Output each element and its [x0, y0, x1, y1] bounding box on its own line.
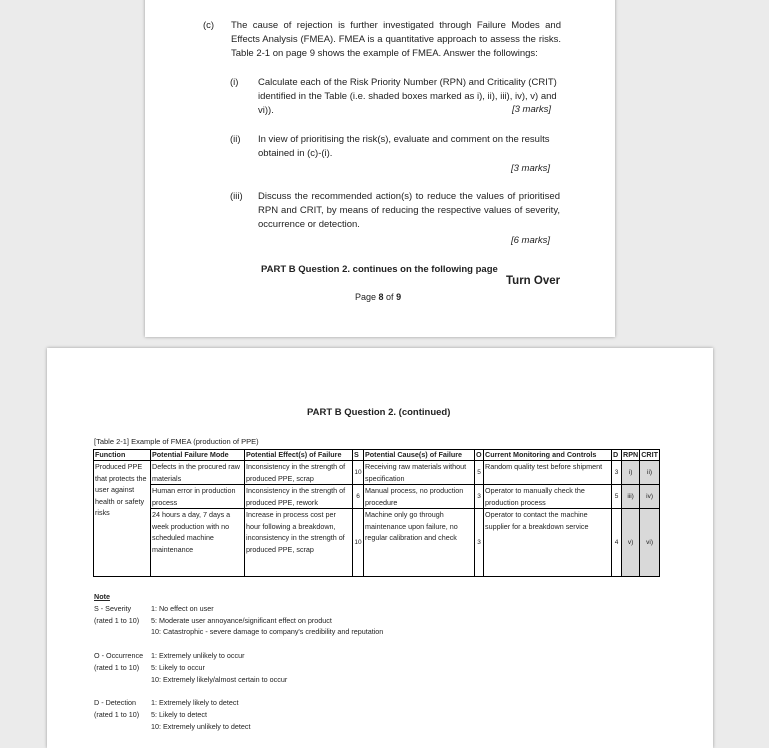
severity-line: 1: No effect on user — [151, 603, 214, 613]
severity-line: 10: Catastrophic - severe damage to company's credibility and reputation — [151, 627, 384, 637]
note-spacer — [94, 626, 151, 638]
effect-cell: Inconsistency in the strength of produced PPE, scrap — [245, 461, 353, 485]
sub-i-label: (i) — [230, 77, 239, 88]
table-caption: [Table 2-1] Example of FMEA (production of PPE) — [94, 437, 259, 446]
detection-note — [94, 697, 383, 709]
occurrence-cell: 3 — [475, 485, 484, 509]
occurrence-key: O - Occurrence — [94, 650, 144, 660]
page-number-total: 9 — [396, 292, 402, 302]
header-controls: Current Monitoring and Controls — [484, 450, 612, 461]
severity-cell: 10 — [353, 461, 364, 485]
cause-cell: Machine only go through maintenance upon failure, no regular calibration and check — [364, 509, 475, 577]
header-rpn: RPN — [623, 450, 639, 459]
detection-cell: 4 — [612, 509, 622, 577]
detection-key: D - Detection — [94, 698, 136, 708]
page-title: PART B Question 2. (continued) — [307, 407, 451, 418]
severity-note-row — [94, 626, 383, 638]
control-cell: Operator to manually check the production process — [484, 485, 612, 509]
crit-cell: ii) — [640, 461, 660, 485]
cause-cell: Receiving raw materials without specification — [364, 461, 475, 485]
rating-notes — [94, 591, 383, 733]
fmea-table — [93, 449, 660, 577]
failure-mode-cell: 24 hours a day, 7 days a week production with no scheduled machine maintenance — [151, 509, 245, 577]
table-row — [94, 509, 660, 577]
exam-page-8 — [145, 0, 615, 337]
severity-note-row — [94, 615, 383, 627]
rpn-cell: i) — [622, 461, 640, 485]
occurrence-cell: 3 — [475, 509, 484, 577]
effect-cell: Inconsistency in the strength of produced PPE, rework — [245, 485, 353, 509]
note-spacer — [94, 721, 151, 733]
sub-i-marks: [3 marks] — [512, 104, 552, 115]
severity-key: S - Severity — [94, 603, 132, 613]
severity-cell: 6 — [353, 485, 364, 509]
sub-iii-text: Discuss the recommended action(s) to reduce the values of prioritised RPN and CRIT, by means of reducing the respective values of severity, occurrence or detection. — [258, 191, 560, 230]
sub-ii-text: In view of prioritising the risk(s), evaluate and comment on the results obtained in (c)-(i). — [258, 134, 550, 159]
effect-cell: Increase in process cost per hour following a breakdown, inconsistency in the strength of produced PPE, scrap — [245, 509, 353, 577]
crit-cell: iv) — [640, 485, 660, 509]
header-crit: CRIT — [641, 450, 658, 459]
control-cell: Operator to contact the machine supplier for a breakdown service — [484, 509, 612, 577]
detection-line: 10: Extremely unlikely to detect — [151, 721, 251, 731]
header-failure-mode: Potential Failure Mode — [151, 450, 245, 461]
sub-i-text: Calculate each of the Risk Priority Number (RPN) and Criticality (CRIT) identified in the Table (i.e. shaded boxes marked as i), ii), iii), iv), v) and vi)). — [258, 77, 557, 116]
occurrence-note-row — [94, 674, 383, 686]
header-s: S — [353, 450, 364, 461]
sub-iii-label: (iii) — [230, 191, 243, 202]
occurrence-line: 5: Likely to occur — [151, 662, 205, 672]
header-causes: Potential Cause(s) of Failure — [364, 450, 475, 461]
detection-range: (rated 1 to 10) — [94, 709, 140, 719]
cause-cell: Manual process, no production procedure — [364, 485, 475, 509]
note-title: Note — [94, 592, 110, 601]
page-number — [355, 292, 401, 302]
sub-ii-marks: [3 marks] — [511, 163, 551, 174]
detection-line: 1: Extremely likely to detect — [151, 698, 239, 708]
failure-mode-cell: Defects in the procured raw materials — [151, 461, 245, 485]
header-effects: Potential Effect(s) of Failure — [245, 450, 353, 461]
header-o: O — [476, 450, 482, 459]
rpn-cell: v) — [622, 509, 640, 577]
page-number-current: 8 — [378, 292, 384, 302]
part-c-label: (c) — [203, 20, 215, 31]
turn-over-label: Turn Over — [506, 275, 561, 287]
occurrence-note-row — [94, 662, 383, 674]
occurrence-line: 10: Extremely likely/almost certain to occur — [151, 674, 288, 684]
occurrence-line: 1: Extremely unlikely to occur — [151, 650, 245, 660]
control-cell: Random quality test before shipment — [484, 461, 612, 485]
table-row — [94, 485, 660, 509]
detection-cell: 3 — [612, 461, 622, 485]
table-header-row — [94, 450, 660, 461]
severity-line: 5: Moderate user annoyance/significant effect on product — [151, 615, 332, 625]
continues-note: PART B Question 2. continues on the following page — [261, 264, 498, 275]
detection-note-row — [94, 721, 383, 733]
part-c-text: The cause of rejection is further investigated through Failure Modes and Effects Analysis (FMEA). FMEA is a quantitative approach to assess the risks. Table 2-1 on page 9 shows the example of FMEA. Answer the followings: — [231, 20, 561, 59]
sub-iii-marks: [6 marks] — [511, 235, 551, 246]
function-cell: Produced PPE that protects the user against health or safety risks — [94, 461, 151, 577]
detection-note-row — [94, 709, 383, 721]
failure-mode-cell: Human error in production process — [151, 485, 245, 509]
rpn-cell: iii) — [622, 485, 640, 509]
severity-note — [94, 603, 383, 615]
occurrence-cell: 5 — [475, 461, 484, 485]
exam-page-9 — [47, 348, 713, 748]
sub-ii-label: (ii) — [230, 134, 241, 145]
severity-range: (rated 1 to 10) — [94, 615, 140, 625]
table-row — [94, 461, 660, 485]
page-number-mid: of — [383, 292, 397, 302]
occurrence-range: (rated 1 to 10) — [94, 662, 140, 672]
header-d: D — [612, 450, 622, 461]
crit-cell: vi) — [640, 509, 660, 577]
detection-line: 5: Likely to detect — [151, 709, 207, 719]
note-spacer — [94, 674, 151, 686]
note-gap — [94, 685, 383, 697]
header-function: Function — [94, 450, 151, 461]
occurrence-note — [94, 650, 383, 662]
note-gap — [94, 638, 383, 650]
page-number-prefix: Page — [355, 292, 379, 302]
severity-cell: 10 — [353, 509, 364, 577]
detection-cell: 5 — [612, 485, 622, 509]
